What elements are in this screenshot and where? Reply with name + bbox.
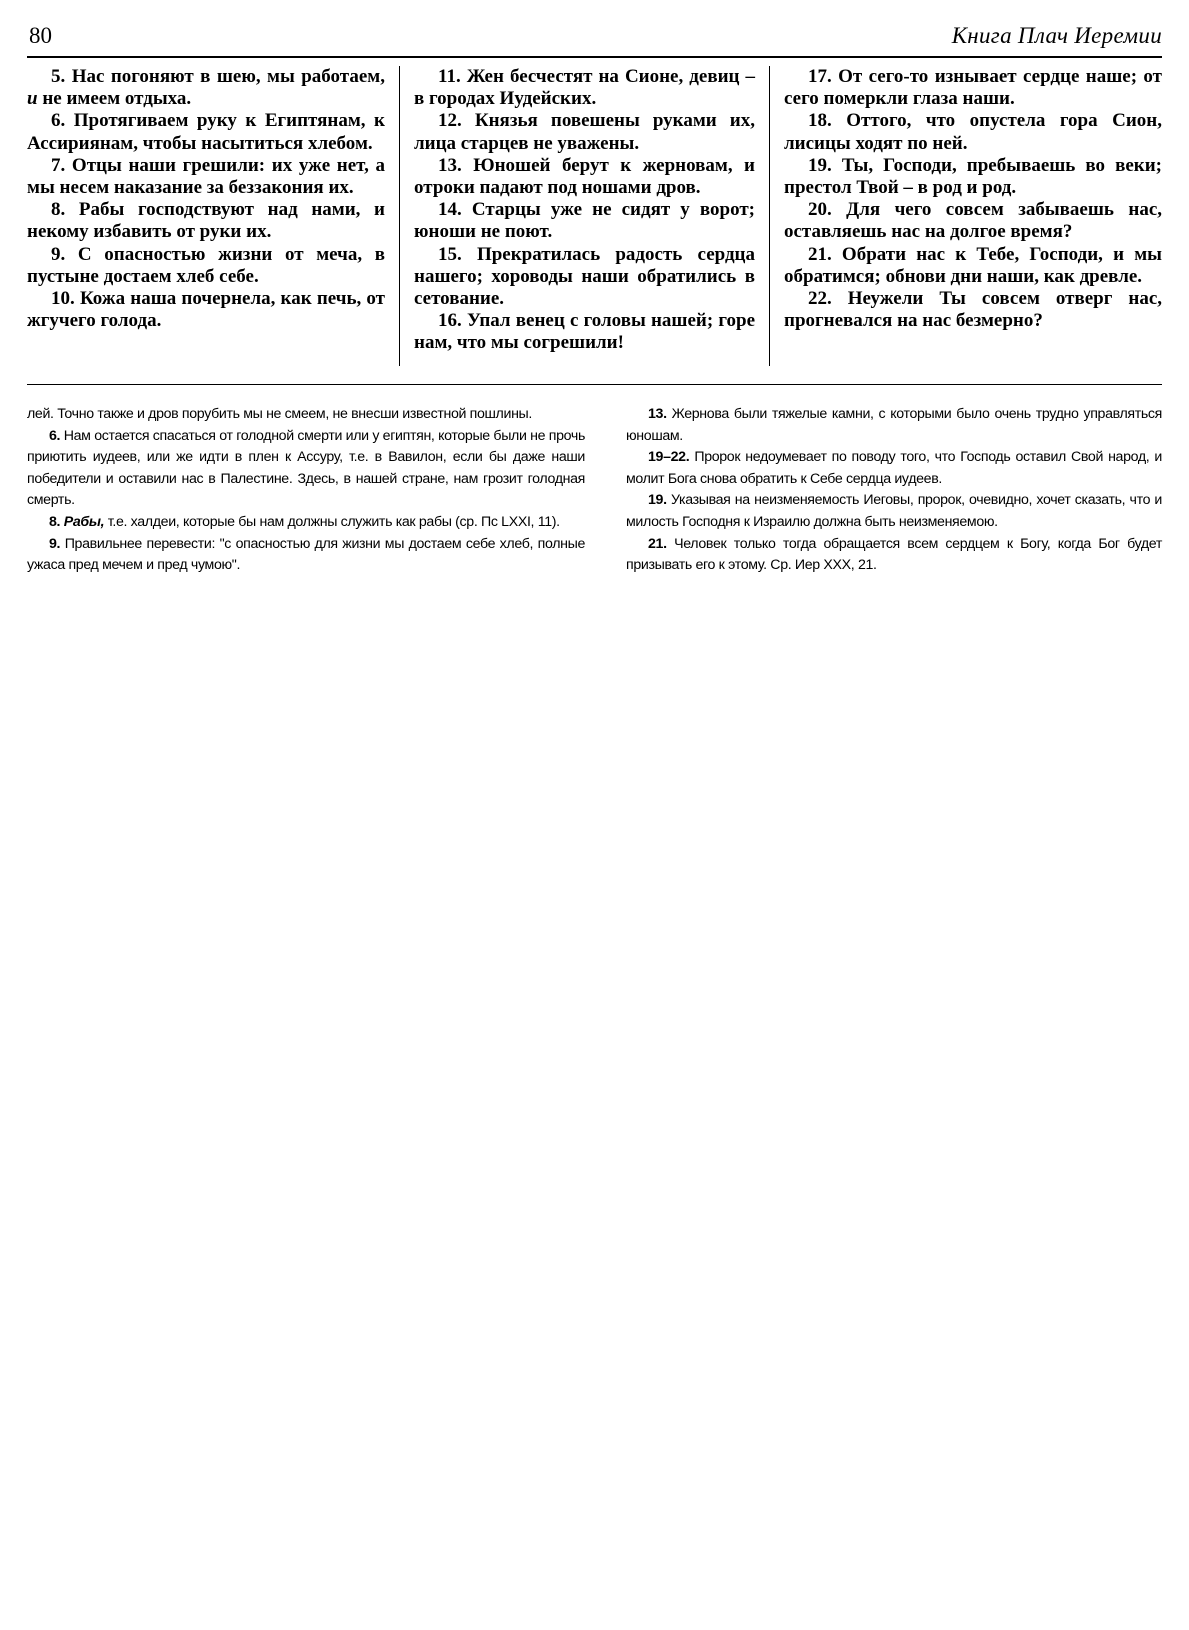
commentary-note (626, 490, 1162, 533)
verse-text: Прекратилась радость сердца нашего; хороводы наши обратились в сетование. (414, 243, 755, 310)
page-header (27, 22, 1162, 58)
verse (414, 66, 755, 110)
verse (27, 288, 385, 332)
verse (414, 310, 755, 354)
verse-text: Оттого, что опустела гора Сион, лисицы ходят по ней. (784, 110, 1162, 154)
commentary-note (27, 512, 585, 534)
verse-number: 18. (808, 110, 832, 132)
commentary-text: Указывая на неизменяемость Иеговы, пророк, очевидно, хочет сказать, что и милость Господня к Израилю должна быть неизменяемою. (626, 492, 1162, 530)
page-number: 80 (29, 23, 52, 48)
commentary-ref: 13. (648, 406, 667, 422)
verse-number: 16. (438, 310, 462, 332)
commentary-ref: 19. (648, 492, 667, 509)
verse-text: Жен бесчестят на Сионе, девиц – в городах Иудейских. (414, 66, 756, 110)
verse-column-3 (770, 66, 1162, 366)
verse (414, 155, 755, 199)
verse (784, 199, 1162, 243)
commentary-term: Рабы, (63, 513, 105, 530)
verse-text: Нас погоняют в шею, мы работаем, (71, 66, 386, 87)
commentary-note (27, 404, 585, 426)
verse-text: Неужели Ты совсем отверг нас, прогневался на нас безмерно? (784, 288, 1163, 332)
verse-number: 9. (51, 243, 66, 265)
verse-text: Рабы господствуют над нами, и некому избавить от руки их. (27, 199, 385, 243)
verse (784, 66, 1162, 110)
commentary-text: т.е. халдеи, которые бы нам должны служить как рабы (ср. Пс LXXI, 11). (107, 513, 560, 530)
verse (27, 66, 385, 110)
commentary-text: Нам остается спасаться от голодной смерти или у египтян, которые были не прочь приютить иудеев, или же идти в плен к Ассуру, т.е. в Вавилон, если бы даже наши победители и оставили нас в Палестине. Здесь, в нашей стране, нам грозит голодная смерть. (27, 427, 585, 509)
verse-text-block (27, 66, 1162, 366)
commentary-ref: 6. (49, 427, 61, 444)
verse (27, 244, 385, 288)
commentary-text: Человек только тогда обращается всем сердцем к Богу, когда Бог будет призывать его к этому. Ср. Иер XXX, 21. (626, 535, 1162, 574)
verse-number: 17. (808, 66, 832, 87)
commentary-note (626, 404, 1162, 447)
commentary-ref: 9. (49, 535, 61, 552)
commentary-ref: 21. (648, 535, 667, 552)
commentary-ref: 19–22. (648, 449, 690, 466)
verse-text-rest: не имеем отдыха. (42, 88, 192, 110)
verse-text: Старцы уже не сидят у ворот; юноши не поют. (414, 199, 755, 243)
verse-text: Отцы наши грешили: их уже нет, а мы несем наказание за беззакония их. (27, 154, 385, 199)
commentary-note (27, 534, 585, 577)
verse (414, 110, 755, 154)
verse-number: 21. (808, 243, 832, 265)
verse-text: Упал венец с головы нашей; горе нам, что мы согрешили! (414, 310, 755, 354)
verse-text: Протягиваем руку к Египтянам, к Ассириянам, чтобы насытиться хлебом. (27, 110, 385, 154)
verse-text: Для чего совсем забываешь нас, оставляешь нас на долгое время? (784, 199, 1162, 243)
verse-number: 5. (51, 66, 66, 87)
commentary-text: лей. Точно также и дров порубить мы не смеем, не внесши известной пошлины. (27, 406, 532, 422)
verse-number: 13. (438, 154, 462, 176)
verse (784, 244, 1162, 288)
verse-number: 19. (808, 154, 832, 176)
verse-text: Юношей берут к жерновам, и отроки падают под ношами дров. (414, 154, 755, 199)
commentary-note (626, 447, 1162, 490)
commentary-column-right (626, 404, 1162, 577)
commentary-text: Правильнее перевести: "с опасностью для жизни мы достаем себе хлеб, полные ужаса пред мечем и пред чумою". (27, 535, 586, 574)
verse-text: Князья повешены руками их, лица старцев не уважены. (414, 110, 756, 154)
verse-text: С опасностью жизни от меча, в пустыне достаем хлеб себе. (27, 243, 385, 287)
commentary-note (626, 534, 1162, 577)
verse-text: Кожа наша почернела, как печь, от жгучего голода. (27, 288, 386, 332)
verse (27, 110, 385, 154)
verse-number: 14. (438, 199, 462, 221)
verse (27, 199, 385, 243)
commentary-text: Пророк недоумевает по поводу того, что Господь оставил Свой народ, и молит Бога снова обратить к Себе сердца иудеев. (626, 449, 1163, 487)
verse-number: 20. (808, 199, 832, 221)
verse-text: Ты, Господи, пребываешь во веки; престол Твой – в род и род. (784, 154, 1163, 199)
commentary-note (27, 426, 585, 512)
verse-column-2 (399, 66, 770, 366)
commentary-block (27, 404, 1162, 577)
verse (414, 199, 755, 243)
verse-text: Обрати нас к Тебе, Господи, и мы обратимся; обнови дни наши, как древле. (784, 243, 1163, 287)
commentary-text: Жернова были тяжелые камни, с которыми было очень трудно управляться юношам. (626, 406, 1163, 444)
verse-text: От сего-то изнывает сердце наше; от сего померкли глаза наши. (784, 66, 1162, 110)
commentary-column-left (27, 404, 585, 577)
verse-number: 6. (51, 110, 66, 132)
verse-emphasis: и (27, 88, 38, 110)
verse-column-1 (27, 66, 399, 366)
verse (27, 155, 385, 199)
verse-number: 10. (51, 288, 75, 310)
commentary-ref: 8. (49, 513, 61, 530)
verse-number: 8. (51, 199, 66, 221)
verse (784, 110, 1162, 154)
verse-number: 22. (808, 288, 832, 310)
verse (414, 244, 755, 311)
verse-number: 7. (51, 154, 66, 176)
verse-number: 11. (438, 66, 461, 87)
verse-number: 15. (438, 243, 462, 265)
running-title: Книга Плач Иеремии (951, 23, 1162, 48)
verse-number: 12. (438, 110, 462, 132)
verse (784, 155, 1162, 199)
section-divider (27, 384, 1162, 385)
verse (784, 288, 1162, 332)
